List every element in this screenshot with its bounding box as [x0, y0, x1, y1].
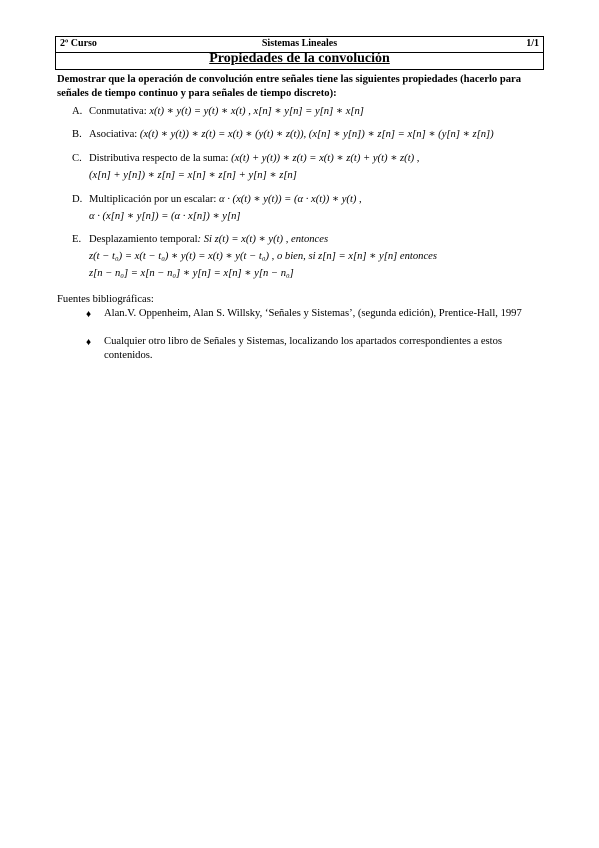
subject-label: Sistemas Lineales [261, 38, 338, 49]
property-formula: x(t) ∗ y(t) = y(t) ∗ x(t) , x[n] ∗ y[n] = y[n] ∗ x[n] [149, 106, 364, 117]
property-formula: : Si z(t) = x(t) ∗ y(t) , entonces [197, 234, 329, 245]
page-count: 1/1 [526, 38, 539, 49]
property-formula-discrete: z[n − n₀] = x[n − n₀] ∗ y[n] = x[n] ∗ y[n − n₀] [89, 268, 294, 279]
header-box [55, 36, 544, 70]
property-formula-discrete: α · (x[n] ∗ y[n]) = (α · x[n]) ∗ y[n] [89, 211, 241, 222]
property-label: Asociativa: [89, 129, 138, 140]
property-letter: A. [72, 106, 83, 117]
property-commutative [72, 105, 364, 119]
property-associative [72, 128, 494, 142]
exercise-statement: Demostrar que la operación de convolución entre señales tiene las siguientes propiedades (hacerlo para señales de tiempo continuo y para señales de tiempo discreto): [57, 74, 522, 99]
bullet-icon: ♦ [86, 337, 92, 348]
page-title: Propiedades de la convolución [209, 51, 390, 66]
course-label: 2º Curso [60, 38, 97, 49]
property-letter: C. [72, 153, 82, 164]
property-letter: B. [72, 129, 82, 140]
property-formula: (x(t) + y(t)) ∗ z(t) = x(t) ∗ z(t) + y(t) ∗ z(t) , [231, 153, 420, 164]
property-letter: D. [72, 194, 83, 205]
property-formula: α · (x(t) ∗ y(t)) = (α · x(t)) ∗ y(t) , [219, 194, 362, 205]
property-label: Distributiva respecto de la suma: [89, 153, 229, 164]
property-label: Conmutativa: [89, 106, 147, 117]
reference-item: Cualquier otro libro de Señales y Sistemas, localizando los apartados correspondientes a estos contenidos. [104, 336, 503, 361]
property-formula-discrete: (x[n] + y[n]) ∗ z[n] = x[n] ∗ z[n] + y[n] ∗ z[n] [89, 170, 297, 181]
property-letter: E. [72, 234, 82, 245]
property-scalar-multiplication [72, 193, 362, 222]
property-formula-continuous: z(t − t₀) = x(t − t₀) ∗ y(t) = x(t) ∗ y(t − t₀) , o bien, si z[n] = x[n] ∗ y[n] entonces [89, 251, 437, 262]
property-label: Desplazamiento temporal [89, 234, 198, 245]
property-formula: (x(t) ∗ y(t)) ∗ z(t) = x(t) ∗ (y(t) ∗ z(t)), (x[n] ∗ y[n]) ∗ z[n] = x[n] ∗ (y[n] ∗ z[n]) [139, 129, 494, 140]
bullet-icon: ♦ [86, 309, 92, 320]
sources-heading: Fuentes bibliográficas: [57, 294, 154, 305]
reference-item: Alan.V. Oppenheim, Alan S. Willsky, ‘Señales y Sistemas’, (segunda edición), Prentice-Hall, 1997 [104, 308, 522, 319]
property-label: Multiplicación por un escalar: [89, 194, 217, 205]
property-time-shift [72, 233, 437, 279]
property-distributive [72, 152, 420, 181]
